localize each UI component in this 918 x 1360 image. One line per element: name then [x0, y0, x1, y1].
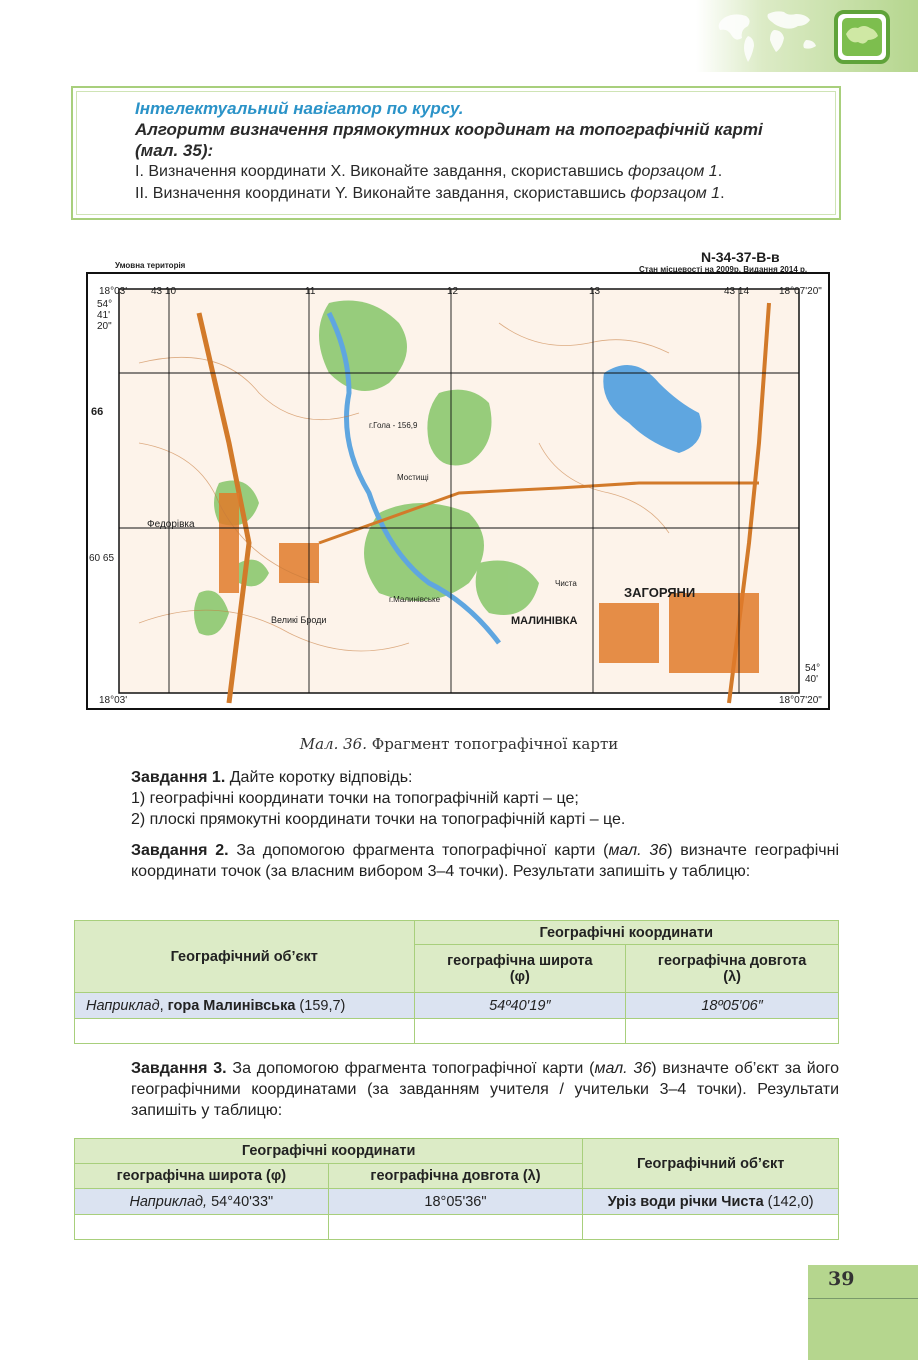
- course-navigator-box: [71, 86, 841, 220]
- corner-br-lon: 18°07'20": [779, 695, 822, 706]
- coordinates-table-2: [74, 1138, 839, 1240]
- place-hora-malynivska: г.Малинівське: [389, 595, 441, 604]
- place-hora-hola: г.Гола - 156,9: [369, 421, 418, 430]
- place-fedorivka: Федорівка: [147, 519, 195, 530]
- step-y: II. Визначення координати Y. Виконайте завдання, скориставшись форзацом 1.: [135, 185, 725, 202]
- ukraine-badge-icon: [836, 12, 888, 62]
- place-chysta: Чиста: [555, 579, 577, 588]
- t1-col-lat: географічна широта (φ): [414, 945, 626, 993]
- t1-example-lon: 18º05′06″: [626, 993, 839, 1019]
- topographic-map: [79, 243, 836, 716]
- t2-empty-cell[interactable]: [583, 1215, 839, 1240]
- t1-example-object: Наприклад, гора Малинівська (159,7): [75, 993, 415, 1019]
- page-number: 39: [828, 1268, 855, 1290]
- grid-label-12: 12: [447, 286, 459, 297]
- grid-label-13: 13: [589, 286, 601, 297]
- map-sheet-code: N-34-37-В-в: [701, 249, 780, 265]
- t2-example-lat: Наприклад, 54°40'33": [75, 1189, 329, 1215]
- place-zahoriany: ЗАГОРЯНИ: [624, 585, 696, 600]
- grid-label-10: 43 10: [151, 286, 177, 297]
- figure-caption: Мал. 36. Фрагмент топографічної карти: [299, 735, 619, 753]
- t1-empty-cell[interactable]: [626, 1019, 839, 1044]
- t2-example-object: Уріз води річки Чиста (142,0): [583, 1189, 839, 1215]
- task3: Завдання 3. За допомогою фрагмента топографічної карти (мал. 36) визначте об’єкт за його географічними координатами (за завданням учителя / учительки 3–4 точки). Результати запишіть у таблицю:: [131, 1060, 839, 1119]
- grid-label-66: 66: [91, 406, 104, 418]
- t1-empty-cell[interactable]: [414, 1019, 626, 1044]
- t1-empty-cell[interactable]: [75, 1019, 415, 1044]
- t2-col-lat: географічна широта (φ): [75, 1164, 329, 1189]
- corner-br-lat: 54° 40': [805, 663, 821, 685]
- map-status-note: Стан місцевості на 2009р. Видання 2014 р.: [639, 265, 808, 274]
- t1-col-object: Географічний об’єкт: [75, 921, 415, 993]
- t2-example-lon: 18°05'36": [328, 1189, 583, 1215]
- map-territory-label: Умовна територія: [115, 261, 186, 270]
- t1-col-lon: географічна довгота (λ): [626, 945, 839, 993]
- place-mostyshche: Мостищі: [397, 473, 429, 482]
- coordinates-table-1: [74, 920, 839, 1044]
- t1-col-group: Географічні координати: [414, 921, 839, 945]
- task1: Завдання 1. Дайте коротку відповідь: 1) географічні координати точки на топографічній карті – це; 2) плоскі прямокутні координати точки на топографічній карті – це.: [131, 769, 626, 828]
- page-number-tab: [808, 1265, 918, 1360]
- navigator-title: Інтелектуальний навігатор по курсу.: [135, 99, 464, 118]
- algorithm-title: Алгоритм визначення прямокутних координат на топографічній карті: [135, 120, 763, 139]
- chapter-corner-decoration: [696, 0, 918, 72]
- algorithm-ref: (мал. 35):: [135, 141, 214, 160]
- place-velyki-brody: Великі Броди: [271, 615, 327, 625]
- world-map-icon: [719, 11, 816, 62]
- t2-col-object: Географічний об’єкт: [583, 1139, 839, 1189]
- t1-example-lat: 54º40′19″: [414, 993, 626, 1019]
- t2-col-lon: географічна довгота (λ): [328, 1164, 583, 1189]
- task2: Завдання 2. За допомогою фрагмента топографічної карти (мал. 36) визначте географічні координати точок (за власним вибором 3–4 точки). Результати запишіть у таблицю:: [131, 842, 839, 880]
- t2-col-group: Географічні координати: [75, 1139, 583, 1164]
- page-number-rule: [808, 1298, 918, 1299]
- place-malynivka: МАЛИНІВКА: [511, 615, 578, 627]
- corner-tl-lat: 54° 41' 20": [97, 299, 113, 332]
- corner-tr-lon: 18°07'20": [779, 286, 822, 297]
- grid-label-11: 11: [305, 286, 316, 297]
- t2-empty-cell[interactable]: [75, 1215, 329, 1240]
- step-x: I. Визначення координати X. Виконайте завдання, скориставшись форзацом 1.: [135, 163, 723, 180]
- grid-label-65: 60 65: [89, 553, 115, 564]
- t2-empty-cell[interactable]: [328, 1215, 583, 1240]
- corner-bl-lon: 18°03': [99, 695, 128, 706]
- grid-label-14: 43 14: [724, 286, 750, 297]
- corner-tl-lon: 18°03': [99, 286, 128, 297]
